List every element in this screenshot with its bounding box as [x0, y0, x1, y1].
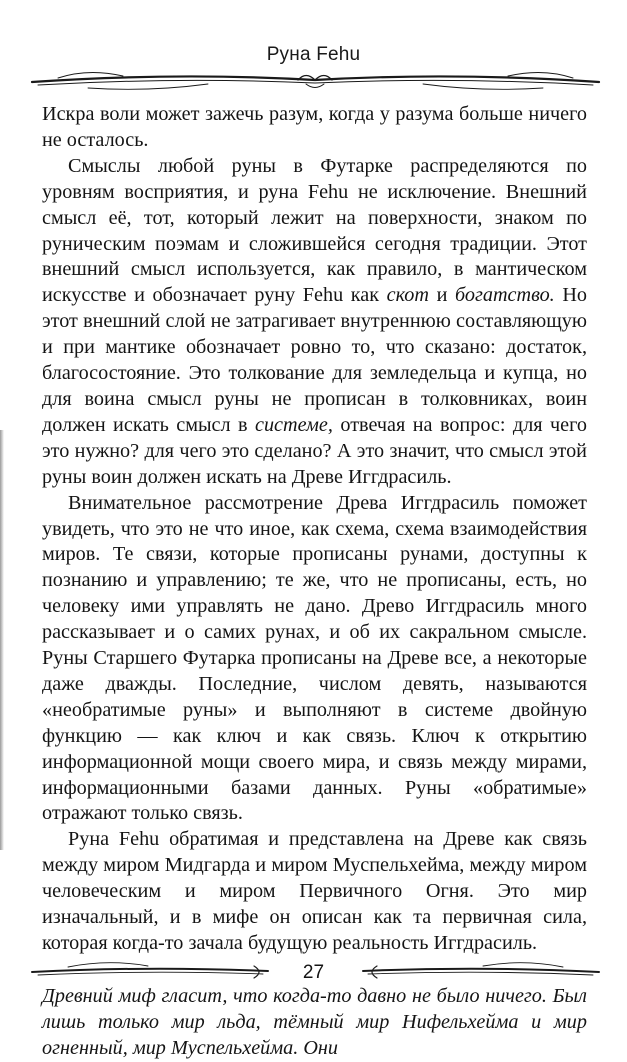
page-number: 27: [302, 962, 325, 983]
paragraph-5-italic: Древний миф гласит, что когда-то давно не было ничего. Был лишь только мир льда, тёмный мир Нифельхейма и мир огненный, мир Муспельхейма. Они: [42, 984, 587, 1059]
paragraph-2-text-b: и: [428, 284, 455, 307]
emphasis-skot: скот: [386, 284, 429, 307]
paragraph-2-text-a: Смыслы любой руны в Футарке распределяются по уровням восприятия, и руна Fehu не исключение. Внешний смысл её, тот, который лежит на поверхности, знаком по руническим поэмам и сложившейся сегодня традиции. Этот внешний смысл используется, как правило, в мантическом искусстве и обозначает руну Fehu как: [42, 154, 587, 307]
paragraph-1: Искра воли может зажечь разум, когда у разума больше ничего не осталось.: [42, 103, 587, 151]
emphasis-sisteme: системе,: [254, 413, 333, 436]
paragraph-2: [42, 154, 587, 491]
paragraph-2-text-d: отвечая на вопрос: для чего это нужно? для чего это сделано? А это значит, что смысл этой руны воин должен искать на Древе Иггдрасиль.: [42, 413, 587, 488]
emphasis-bogatstvo: богатство.: [455, 284, 555, 307]
body-text: [42, 102, 587, 1062]
paragraph-3: Внимательное рассмотрение Древа Иггдрасиль поможет увидеть, что это не что иное, как схема, схема взаимодействия миров. Те связи, которые прописаны рунами, доступны к познанию и управлению; те же, что не прописаны, есть, но человеку ими управлять не дано. Древо Иггдрасиль много рассказывает и о самих рунах, и об их сакральном смысле. Руны Старшего Футарка прописаны на Древе все, а некоторые даже дважды. Последние, числом девять, называются «необратимые руны» и выполняют в системе двойную функцию — как ключ и как связь. Ключ к открытию информационной мощи своего мира, и связь между мирами, информационными базами данных. Руны «обратимые» отражают только связь.: [42, 491, 587, 825]
binding-shadow: [0, 430, 4, 850]
paragraph-4: Руна Fehu обратимая и представлена на Древе как связь между миром Мидгарда и миром Муспельхейма, между миром человеческим и миром Первичного Огня. Это мир изначальный, и в мифе он описан как та первичная сила, которая когда-то зачала будущую реальность Иггдрасиль.: [42, 828, 587, 954]
running-title: Руна Fehu: [266, 44, 361, 65]
header-ornament-icon: [28, 66, 603, 96]
paragraph-2-text-c: Но этот внешний слой не затрагивает внутреннюю составляющую и при мантике обозначает ровно то, что сказано: достаток, благосостояние. Это толкование для земледельца и купца, но для воина смысл руны не прописан в толковниках, воин должен искать смысл в: [42, 284, 587, 436]
